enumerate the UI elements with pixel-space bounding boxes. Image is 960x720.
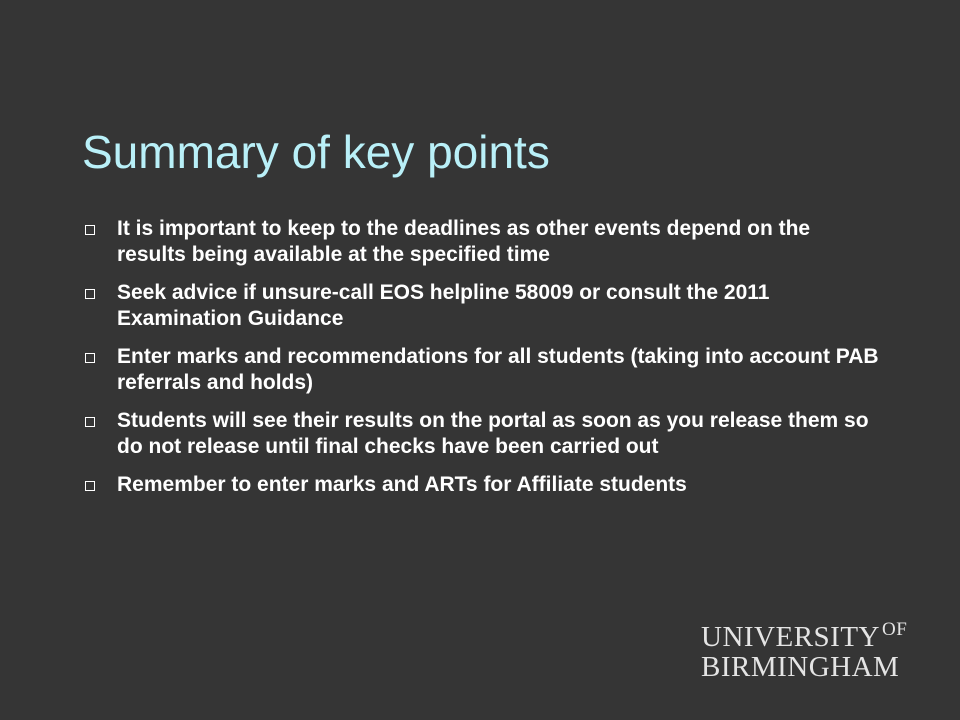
bullet-item xyxy=(82,469,882,498)
slide-title: Summary of key points xyxy=(82,125,550,178)
hollow-square-icon xyxy=(85,481,95,491)
bullet-item xyxy=(82,213,882,268)
logo-university-text: UNIVERSITY xyxy=(701,621,880,653)
bullet-text: Seek advice if unsure-call EOS helpline 58009 or consult the 2011 Examination Guidance xyxy=(117,281,770,330)
logo-of-text: OF xyxy=(882,619,908,640)
bullet-item xyxy=(82,405,882,460)
logo-line-university xyxy=(701,619,908,653)
hollow-square-icon xyxy=(85,353,95,363)
hollow-square-icon xyxy=(85,289,95,299)
hollow-square-icon xyxy=(85,225,95,235)
bullet-text: Remember to enter marks and ARTs for Affiliate students xyxy=(117,473,687,496)
bullet-item xyxy=(82,277,882,332)
bullet-text: Enter marks and recommendations for all students (taking into account PAB referrals and holds) xyxy=(117,345,879,394)
university-logo xyxy=(701,619,908,683)
logo-birmingham-text: BIRMINGHAM xyxy=(701,651,900,683)
bullet-item xyxy=(82,341,882,396)
bullet-text: It is important to keep to the deadlines as other events depend on the results being available at the specified time xyxy=(117,217,811,266)
bullet-text: Students will see their results on the portal as soon as you release them so do not release until final checks have been carried out xyxy=(117,409,869,458)
bullet-list xyxy=(82,213,882,507)
hollow-square-icon xyxy=(85,417,95,427)
